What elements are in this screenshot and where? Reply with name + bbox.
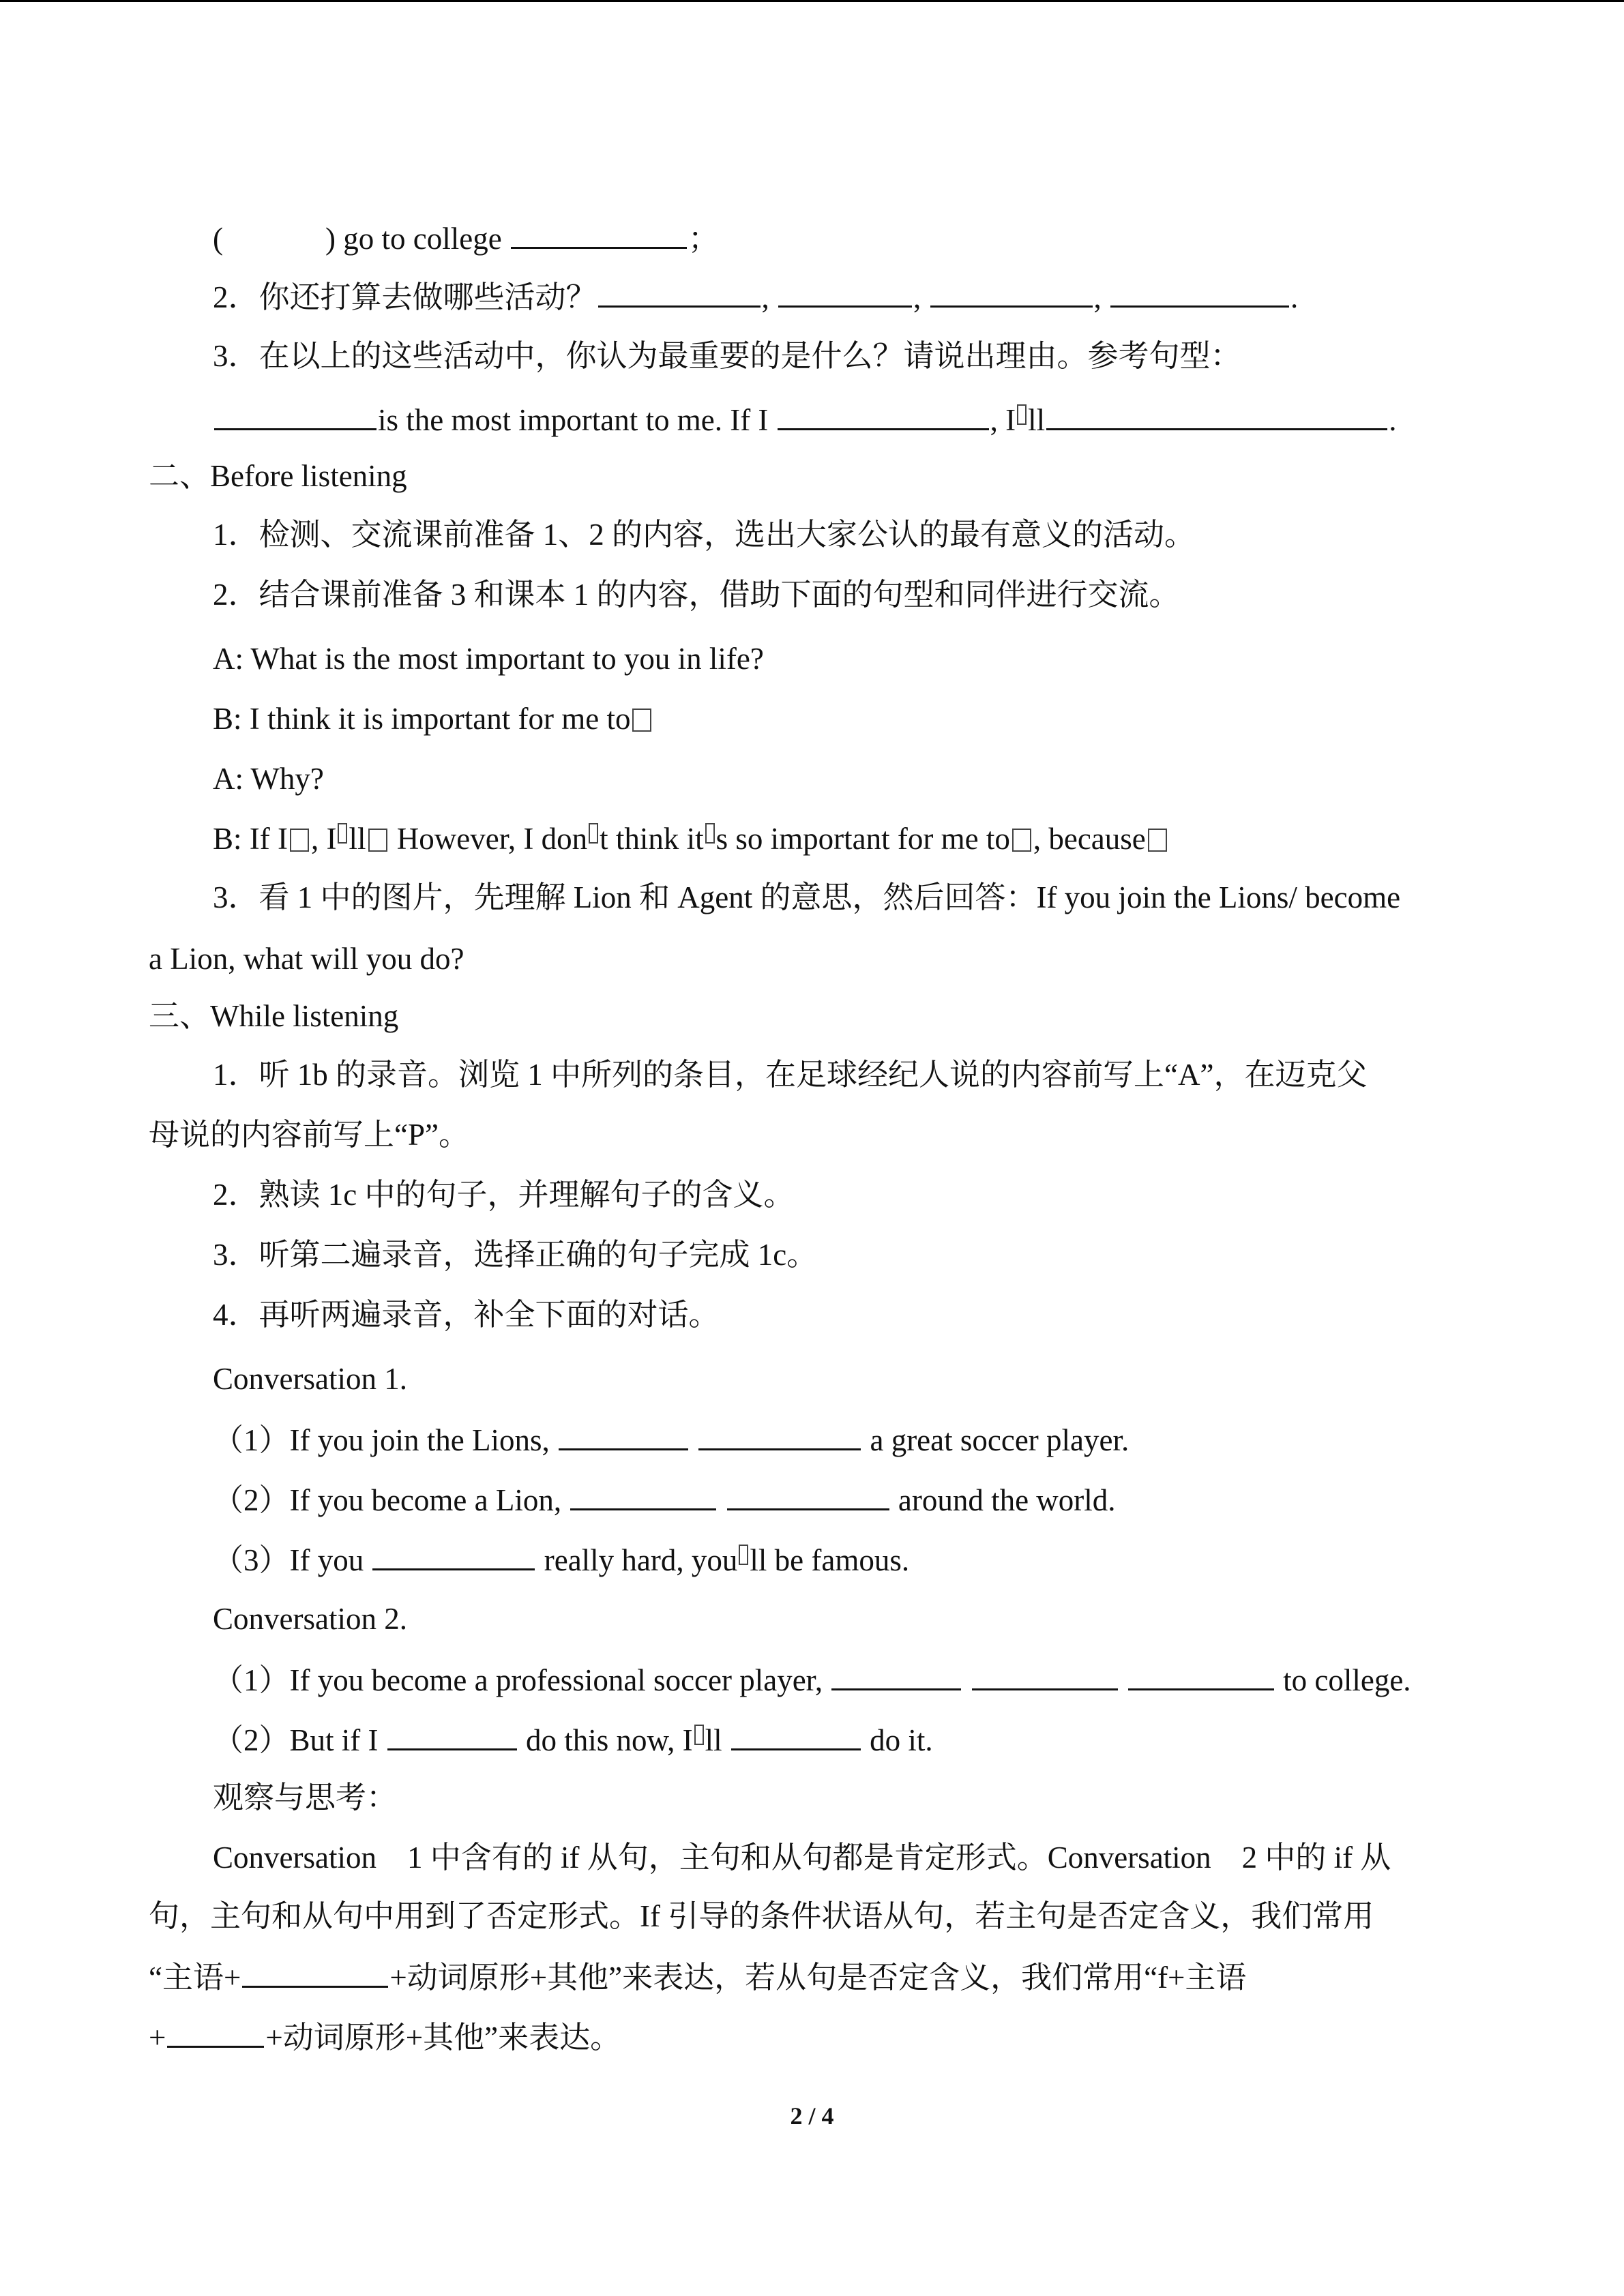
blank[interactable] xyxy=(242,1956,388,1988)
dialogue-line-a1: A: What is the most important to you in life? xyxy=(213,642,764,676)
blank[interactable] xyxy=(387,1718,517,1750)
observation-paragraph-line-1: Conversation 1 中含有的 if 从句，主句和从句都是肯定形式。Conversation 2 中的 if 从 xyxy=(213,1840,1391,1875)
before-listening-item-3-cont: a Lion, what will you do? xyxy=(149,942,464,976)
conversation-2-q1: （1）If you become a professional soccer player, to college. xyxy=(213,1658,1411,1701)
before-listening-item-2: 2．结合课前准备 3 和课本 1 的内容，借助下面的句型和同伴进行交流。 xyxy=(213,578,1180,612)
conversation-1-q2: （2）If you become a Lion, around the world. xyxy=(213,1478,1116,1521)
blank[interactable] xyxy=(372,1538,535,1570)
while-listening-item-1-cont: 母说的内容前写上“P”。 xyxy=(149,1118,469,1152)
conversation-1-q3: （3）If you really hard, you ll be famous. xyxy=(213,1538,909,1581)
while-listening-item-1: 1．听 1b 的录音。浏览 1 中所列的条目，在足球经纪人说的内容前写上“A”，在迈克父 xyxy=(213,1058,1368,1092)
observe-and-think-heading: 观察与思考： xyxy=(213,1780,398,1815)
blank[interactable] xyxy=(1128,1658,1274,1690)
section-while-listening: 三、While listening xyxy=(149,999,399,1033)
while-listening-item-2: 2．熟读 1c 中的句子，并理解句子的含义。 xyxy=(213,1178,795,1212)
observation-paragraph-line-4: + +动词原形+其他”来表达。 xyxy=(149,2016,621,2058)
blank[interactable] xyxy=(727,1478,889,1510)
blank[interactable] xyxy=(559,1418,688,1450)
dialogue-line-a2: A: Why? xyxy=(213,762,324,796)
blank[interactable] xyxy=(214,398,377,430)
blank[interactable] xyxy=(167,2016,264,2048)
page-number: 2 / 4 xyxy=(790,2102,834,2130)
conversation-2-q2: （2）But if I do this now, I ll do it. xyxy=(213,1718,933,1761)
line-most-important-question: 3．在以上的这些活动中，你认为最重要的是什么？请说出理由。参考句型： xyxy=(213,339,1241,373)
blank[interactable] xyxy=(930,275,1093,308)
blank[interactable] xyxy=(831,1658,961,1690)
blank[interactable] xyxy=(778,275,912,308)
dialogue-line-b2: B: If I , I ll However, I don t think it s so important for me to , because xyxy=(213,818,1169,859)
section-before-listening: 二、Before listening xyxy=(149,459,407,493)
line-other-activities: 2．你还打算去做哪些活动？ , , , . xyxy=(213,275,1298,318)
line-go-to-college: ( ) go to college ； xyxy=(213,217,719,259)
observation-paragraph-line-3: “主语+ +动词原形+其他”来表达，若从句是否定含义，我们常用“f+主语 xyxy=(149,1956,1246,1998)
blank[interactable] xyxy=(1110,275,1289,308)
top-border xyxy=(0,0,1624,2)
blank[interactable] xyxy=(598,275,761,308)
blank[interactable] xyxy=(778,398,989,430)
before-listening-item-1: 1．检测、交流课前准备 1、2 的内容，选出大家公认的最有意义的活动。 xyxy=(213,518,1196,552)
before-listening-item-3: 3．看 1 中的图片，先理解 Lion 和 Agent 的意思，然后回答：If you join the Lions/ become xyxy=(213,880,1401,914)
dialogue-line-b1: B: I think it is important for me to xyxy=(213,698,653,739)
conversation-2-title: Conversation 2. xyxy=(213,1602,407,1636)
blank[interactable] xyxy=(511,217,687,249)
observation-paragraph-line-2: 句，主句和从句中用到了否定形式。If 引导的条件状语从句，若主句是否定含义，我们常用 xyxy=(149,1899,1374,1933)
line-reference-sentence: is the most important to me. If I , I ll . xyxy=(213,398,1396,441)
blank[interactable] xyxy=(731,1718,861,1750)
blank[interactable] xyxy=(570,1478,716,1510)
blank[interactable] xyxy=(1046,398,1387,430)
conversation-1-title: Conversation 1. xyxy=(213,1362,407,1396)
conversation-1-q1: （1）If you join the Lions, a great soccer player. xyxy=(213,1418,1129,1461)
blank[interactable] xyxy=(972,1658,1118,1690)
blank[interactable] xyxy=(698,1418,861,1450)
while-listening-item-3: 3．听第二遍录音，选择正确的句子完成 1c。 xyxy=(213,1238,818,1272)
while-listening-item-4: 4．再听两遍录音，补全下面的对话。 xyxy=(213,1298,720,1332)
